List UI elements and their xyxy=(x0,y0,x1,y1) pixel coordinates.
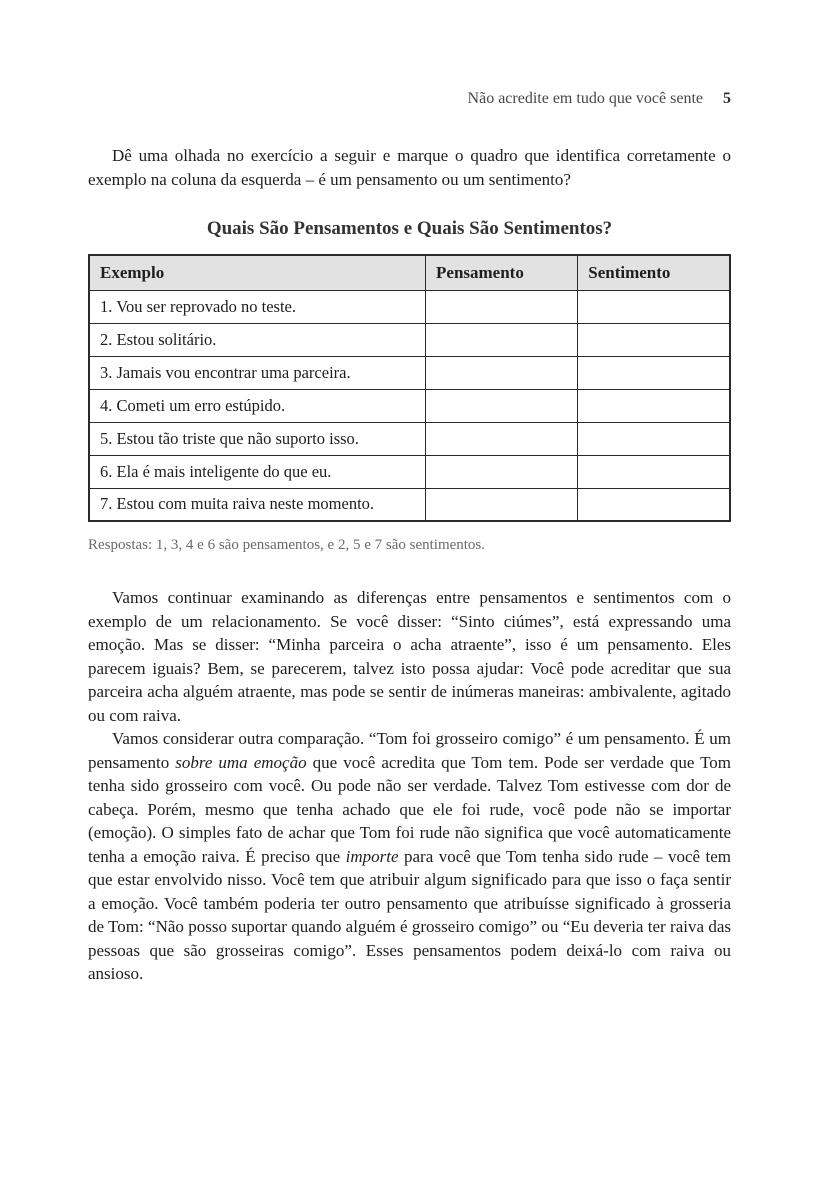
example-cell: 7. Estou com muita raiva neste momento. xyxy=(89,488,426,521)
answers-note: Respostas: 1, 3, 4 e 6 são pensamentos, e 2, 5 e 7 são sentimentos. xyxy=(88,537,486,553)
table-row xyxy=(89,422,730,455)
table-row xyxy=(89,290,730,323)
column-header-sentimento: Sentimento xyxy=(578,255,730,290)
sentimento-answer-cell xyxy=(578,290,730,323)
exercise-table-body xyxy=(89,290,730,521)
body-paragraph: Vamos considerar outra comparação. “Tom foi grosseiro comigo” é um pensamento. É um pensamento sobre uma emoção que você acredita que Tom tem. Pode ser verdade que Tom tenha sido grosseiro com você. Ou pode não ser verdade. Talvez Tom estivesse com dor de cabeça. Porém, mesmo que tenha achado que ele foi rude, você pode não se importar (emoção). O simples fato de achar que Tom foi rude não significa que você automaticamente tenha a emoção raiva. É preciso que importe para você que Tom tenha sido rude – você tem que estar envolvido nisso. Você tem que atribuir algum significado para que isso o faça sentir a emoção. Você também poderia ter outro pensamento que atribuísse significado à grosseria de Tom: “Não posso suportar quando alguém é grosseiro comigo” ou “Eu deveria ter raiva das pessoas que são grosseiras comigo”. Esses pensamentos podem deixá-lo com raiva ou ansioso. xyxy=(88,729,732,983)
table-row xyxy=(89,356,730,389)
running-header-title: Não acredite em tudo que você sente xyxy=(467,90,703,107)
sentimento-answer-cell xyxy=(578,389,730,422)
pensamento-answer-cell xyxy=(426,455,578,488)
example-cell: 3. Jamais vou encontrar uma parceira. xyxy=(89,356,426,389)
column-header-pensamento: Pensamento xyxy=(426,255,578,290)
example-cell: 2. Estou solitário. xyxy=(89,323,426,356)
example-cell: 1. Vou ser reprovado no teste. xyxy=(89,290,426,323)
body-paragraph: Vamos continuar examinando as diferenças entre pensamentos e sentimentos com o exemplo de um relacionamento. Se você disser: “Sinto ciúmes”, está expressando uma emoção. Mas se disser: “Minha parceira o acha atraente”, isso é um pensamento. Eles parecem iguais? Bem, se parecerem, talvez isto possa ajudar: Você pode acreditar que sua parceira acha alguém atraente, mas pode se sentir de inúmeras maneiras: ambivalente, agitado ou com raiva. xyxy=(88,588,731,725)
page-number: 5 xyxy=(723,90,731,107)
header-row xyxy=(89,255,730,290)
running-header xyxy=(88,88,731,110)
example-cell: 4. Cometi um erro estúpido. xyxy=(89,389,426,422)
table-row xyxy=(89,389,730,422)
sentimento-answer-cell xyxy=(578,356,730,389)
example-cell: 5. Estou tão triste que não suporto isso. xyxy=(89,422,426,455)
sentimento-answer-cell xyxy=(578,488,730,521)
body-text xyxy=(88,586,731,986)
pensamento-answer-cell xyxy=(426,356,578,389)
pensamento-answer-cell xyxy=(426,422,578,455)
pensamento-answer-cell xyxy=(426,488,578,521)
exercise-title: Quais São Pensamentos e Quais São Sentimentos? xyxy=(206,218,613,239)
column-header-exemplo: Exemplo xyxy=(89,255,426,290)
exercise-table-header xyxy=(89,255,730,290)
table-row xyxy=(89,455,730,488)
exercise-table xyxy=(88,254,731,522)
pensamento-answer-cell xyxy=(426,323,578,356)
pensamento-answer-cell xyxy=(426,389,578,422)
sentimento-answer-cell xyxy=(578,455,730,488)
intro-paragraph: Dê uma olhada no exercício a seguir e marque o quadro que identifica corretamente o exemplo na coluna da esquerda – é um pensamento ou um sentimento? xyxy=(88,146,731,189)
sentimento-answer-cell xyxy=(578,323,730,356)
table-row xyxy=(89,488,730,521)
example-cell: 6. Ela é mais inteligente do que eu. xyxy=(89,455,426,488)
sentimento-answer-cell xyxy=(578,422,730,455)
pensamento-answer-cell xyxy=(426,290,578,323)
table-row xyxy=(89,323,730,356)
